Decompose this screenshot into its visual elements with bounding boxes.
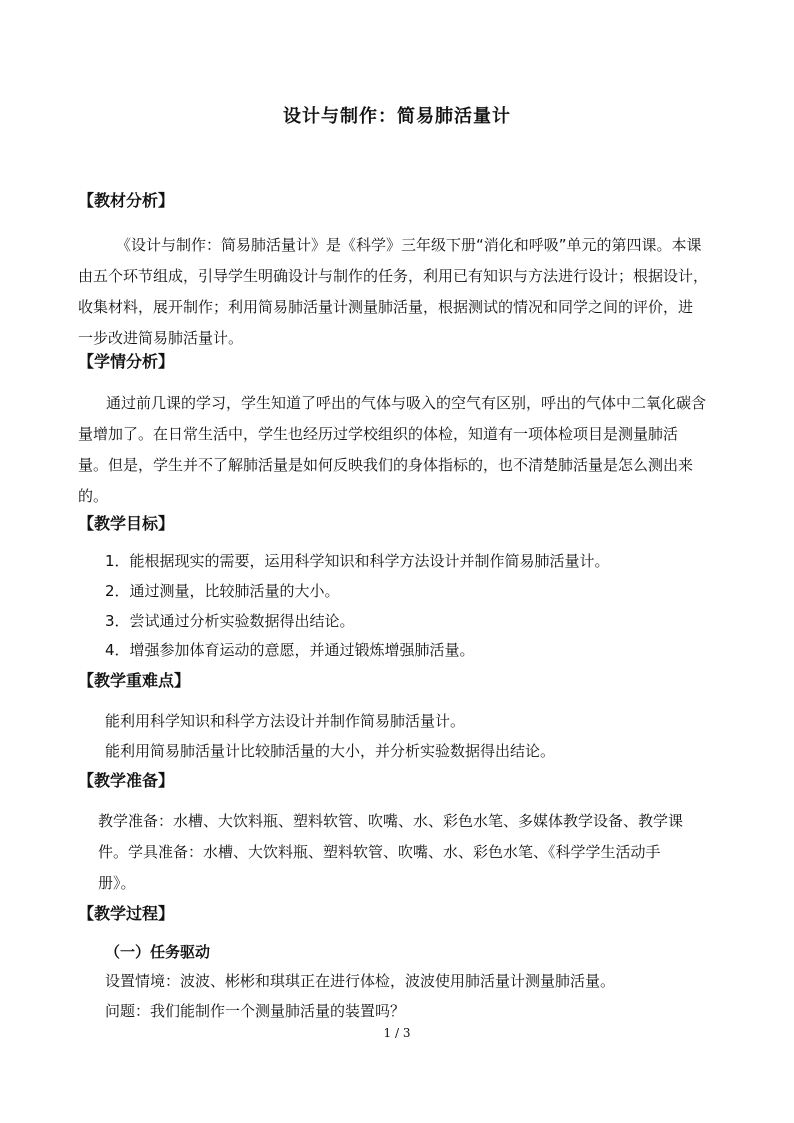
- process-subheading: （一）任务驱动: [105, 943, 211, 961]
- paragraph-preparation: [98, 806, 728, 899]
- paragraph-students: [78, 388, 728, 512]
- section-heading-students: 【学情分析】: [78, 352, 175, 371]
- goal-item: 2．通过测量，比较肺活量的大小。: [105, 582, 340, 600]
- paragraph-line: 量增加了。在日常生活中，学生也经历过学校组织的体检，知道有一项体检项目是测量肺活: [78, 425, 679, 443]
- paragraph-line: 量。但是，学生并不了解肺活量是如何反映我们的身体指标的，也不清楚肺活量是怎么测出来: [78, 456, 694, 474]
- process-line: 设置情境：波波、彬彬和琪琪正在进行体检，波波使用肺活量计测量肺活量。: [105, 972, 616, 990]
- process-line: 问题：我们能制作一个测量肺活量的装置吗？: [105, 1002, 406, 1020]
- section-heading-goals: 【教学目标】: [78, 514, 175, 533]
- paragraph-material: [78, 230, 728, 354]
- section-heading-preparation: 【教学准备】: [78, 771, 175, 790]
- paragraph-line: 教学准备：水槽、大饮料瓶、塑料软管、吹嘴、水、彩色水笔、多媒体教学设备、教学课: [98, 812, 684, 830]
- page-number: 1 / 3: [383, 1026, 411, 1040]
- paragraph-line: 收集材料，展开制作；利用简易肺活量计测量肺活量，根据测试的情况和同学之间的评价，进: [78, 298, 694, 316]
- goal-item: 3．尝试通过分析实验数据得出结论。: [105, 612, 355, 630]
- paragraph-line: 册》。: [98, 874, 136, 892]
- paragraph-line: 由五个环节组成，引导学生明确设计与制作的任务，利用已有知识与方法进行设计；根据设计，: [78, 267, 709, 285]
- paragraph-line: 《设计与制作：简易肺活量计》是《科学》三年级下册“消化和呼吸”单元的第四课。本课: [116, 236, 702, 254]
- section-heading-process: 【教学过程】: [78, 904, 175, 923]
- goal-item: 1．能根据现实的需要，运用科学知识和科学方法设计并制作简易肺活量计。: [105, 552, 610, 570]
- goal-item: 4．增强参加体育运动的意愿，并通过锻炼增强肺活量。: [105, 641, 475, 659]
- keypoint-line: 能利用科学知识和科学方法设计并制作简易肺活量计。: [105, 712, 466, 730]
- keypoint-line: 能利用简易肺活量计比较肺活量的大小，并分析实验数据得出结论。: [105, 742, 556, 760]
- paragraph-line: 的。: [78, 487, 109, 505]
- paragraph-line: 件。学具准备：水槽、大饮料瓶、塑料软管、吹嘴、水、彩色水笔、《科学学生活动手: [98, 843, 661, 861]
- section-heading-material: 【教材分析】: [78, 191, 175, 210]
- paragraph-line: 通过前几课的学习，学生知道了呼出的气体与吸入的空气有区别，呼出的气体中二氧化碳含: [106, 394, 707, 412]
- paragraph-line: 一步改进简易肺活量计。: [78, 329, 244, 347]
- section-heading-keypoints: 【教学重难点】: [78, 671, 191, 690]
- document-title: 设计与制作：简易肺活量计: [283, 106, 511, 127]
